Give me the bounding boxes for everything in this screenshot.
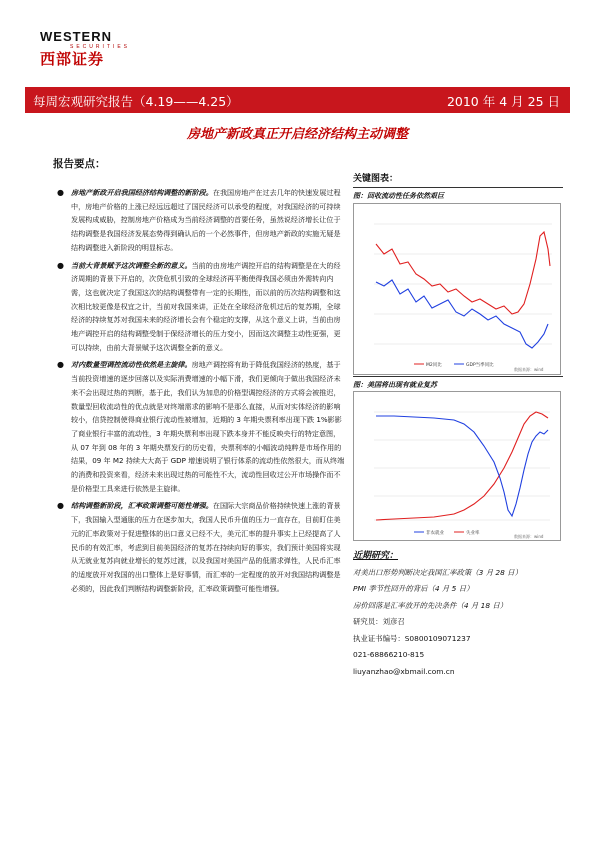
body-text bbox=[53, 186, 345, 599]
figure2-title: 图：美国将出现有就业复苏 bbox=[353, 381, 437, 389]
bullet-icon: ● bbox=[57, 360, 64, 370]
figure2-svg bbox=[354, 392, 560, 540]
figure1-title-block bbox=[353, 187, 563, 201]
figure2-title-block bbox=[353, 376, 563, 390]
report-banner bbox=[25, 87, 570, 113]
legend-nonfarm: 非农就业 bbox=[426, 531, 444, 536]
key-charts-header bbox=[353, 171, 563, 184]
figure1-chart bbox=[353, 203, 561, 375]
paragraph bbox=[53, 186, 345, 255]
paragraph-text: 在我国房地产在过去几年的快速发展过程中，房地产价格的上涨已经远远超过了国民经济可以承受的程度，对我国经济的可持续发展构成威胁，控制房地产价格成为当前经济调整的首要任务，虽然说经济增长让位于结构调整是我国经济发展态势得到确认后的一个必然事件，但房地产新政的实施无疑是结构调整进入新阶段的明显标志。 bbox=[71, 188, 341, 252]
researcher-name: 研究员：刘彦召 bbox=[353, 617, 405, 626]
bullet-icon: ● bbox=[57, 260, 64, 270]
figure1-title: 图：回收流动性任务依然艰巨 bbox=[353, 192, 444, 200]
certificate-number: 执业证书编号：S0800109071237 bbox=[353, 633, 471, 643]
key-points-label: 报告要点： bbox=[53, 158, 106, 170]
paragraph-text: 当前的由房地产调控开启的结构调整是在大的经济周期的背景下开启的，次贷危机引致的全球经济再平衡使得我国必须由外需转向内需，这也就决定了我国这次的结构调整带有一定的长期性，而以前的历次结构调整和这次相比较更像是权宜之计，当前对我国来讲，正处在全球经济危机过后的复苏期，全球经济的持续复苏对我国未来的经济增长会有个稳定的支撑，从这个意义上讲，当前由房地产调控开启的结构调整受制于保经济增长的压力变小，因而这次调整主动性更强，更可以持续，由前大背景赋予这次调整全新的意义。 bbox=[71, 260, 341, 352]
logo-english-sub: SECURITIES bbox=[69, 44, 130, 50]
recent-research bbox=[353, 548, 563, 680]
figure1-source: 数据来源：wind bbox=[514, 367, 544, 372]
legend-gdp: GDP当季同比 bbox=[466, 363, 494, 368]
key-charts-label: 关键图表： bbox=[353, 174, 399, 184]
article-title: 房地产新政真正开启经济结构主动调整 bbox=[186, 127, 408, 142]
figure1-svg bbox=[354, 204, 560, 374]
paragraph bbox=[53, 259, 345, 355]
email-address[interactable]: liuyanzhao@xbmail.com.cn bbox=[353, 666, 455, 676]
bullet-icon: ● bbox=[57, 188, 64, 197]
recent-label: 近期研究： bbox=[353, 551, 399, 561]
phone-number: 021-68866210-815 bbox=[353, 650, 425, 659]
recent-item[interactable]: 对美出口形势判断决定我国汇率政策（3 月 28 日） bbox=[353, 567, 522, 577]
bullet-icon: ● bbox=[57, 501, 64, 511]
recent-item[interactable]: PMI 季节性回升的背后（4 月 5 日） bbox=[353, 584, 474, 593]
paragraph-lead: 房地产新政开启我国经济结构调整的新阶段。 bbox=[71, 188, 213, 197]
paragraph-text: 在国际大宗商品价格持续快速上涨的背景下，我国输入型通胀的压力在逐步加大，我国人民币升值的压力一直存在，目前盯住美元的汇率政策对于促进整体的出口意义已经不大，美元汇率的提升事实上已经提高了人民币的有效汇率，考虑到目前美国经济的复苏在持续向好的事实，我们预计美国将实现从无就业复苏向就业增长的复苏过渡，以及我国对美国产品的低需求弹性，人民币汇率的适度放开对我国的出口整体上是好事情，而汇率的一定程度的放开对我国结构调整是必须的，因此我们判断结构调整新阶段，汇率政策调整可能性增强。 bbox=[71, 501, 341, 593]
paragraph bbox=[53, 499, 345, 595]
divider bbox=[353, 376, 563, 377]
logo-chinese: 西部证券 bbox=[40, 50, 105, 68]
logo-english: WESTERN bbox=[40, 29, 112, 44]
legend-unemp: 失业率 bbox=[466, 531, 480, 536]
paragraph-lead: 当前大背景赋予这次调整全新的意义。 bbox=[71, 260, 192, 270]
divider bbox=[353, 187, 563, 188]
report-title: 每周宏观研究报告（4.19——4.25） bbox=[33, 94, 239, 109]
company-logo bbox=[40, 30, 130, 76]
figure2-chart bbox=[353, 391, 561, 541]
paragraph-lead: 结构调整新阶段，汇率政策调整可能性增强。 bbox=[71, 501, 213, 511]
paragraph-lead: 对内数量型调控流动性依然是主旋律。 bbox=[71, 360, 192, 370]
figure2-source: 数据来源：wind bbox=[514, 534, 544, 539]
paragraph bbox=[53, 358, 345, 495]
paragraph-text: 房地产调控将有助于降低我国经济的热度，基于当前投资增速的逐步回落以及实际消费增速的小幅下滑，我们更倾向于做出我国经济未来不会出现过热的判断，基于此，我们认为加息的价格型调控经济的方式将会被推迟，数量型回收流动性的优点就是对终端需求的影响不是那么直接，从而对实体经济的影响较小，信贷控制使得商业银行流动性被增加，近期的 3 年期央票利率出现下跌 1%影影了商业银行丰富的流动性，3 年期央票利率出现下跌本身并不能反映央行的特定意图，从 07 年到 08 年的 3 年期央票发行的历史看，央票利率的小幅波动纯粹是市场作用的结果，09 年 M2 持续大大高于 GDP 增速说明了银行体系的流动性依然很大，而从终端的消费和投资来看，经济未来出现过热的可能性不大，流动性回收过公开市场操作而不是价格型工具来进行依然是主旋律。 bbox=[71, 360, 345, 493]
recent-item[interactable]: 房价回落是汇率放开的先决条件（4 月 18 日） bbox=[353, 600, 508, 610]
legend-m2: M2同比 bbox=[426, 363, 442, 368]
report-date: 2010 年 4 月 25 日 bbox=[446, 94, 560, 109]
